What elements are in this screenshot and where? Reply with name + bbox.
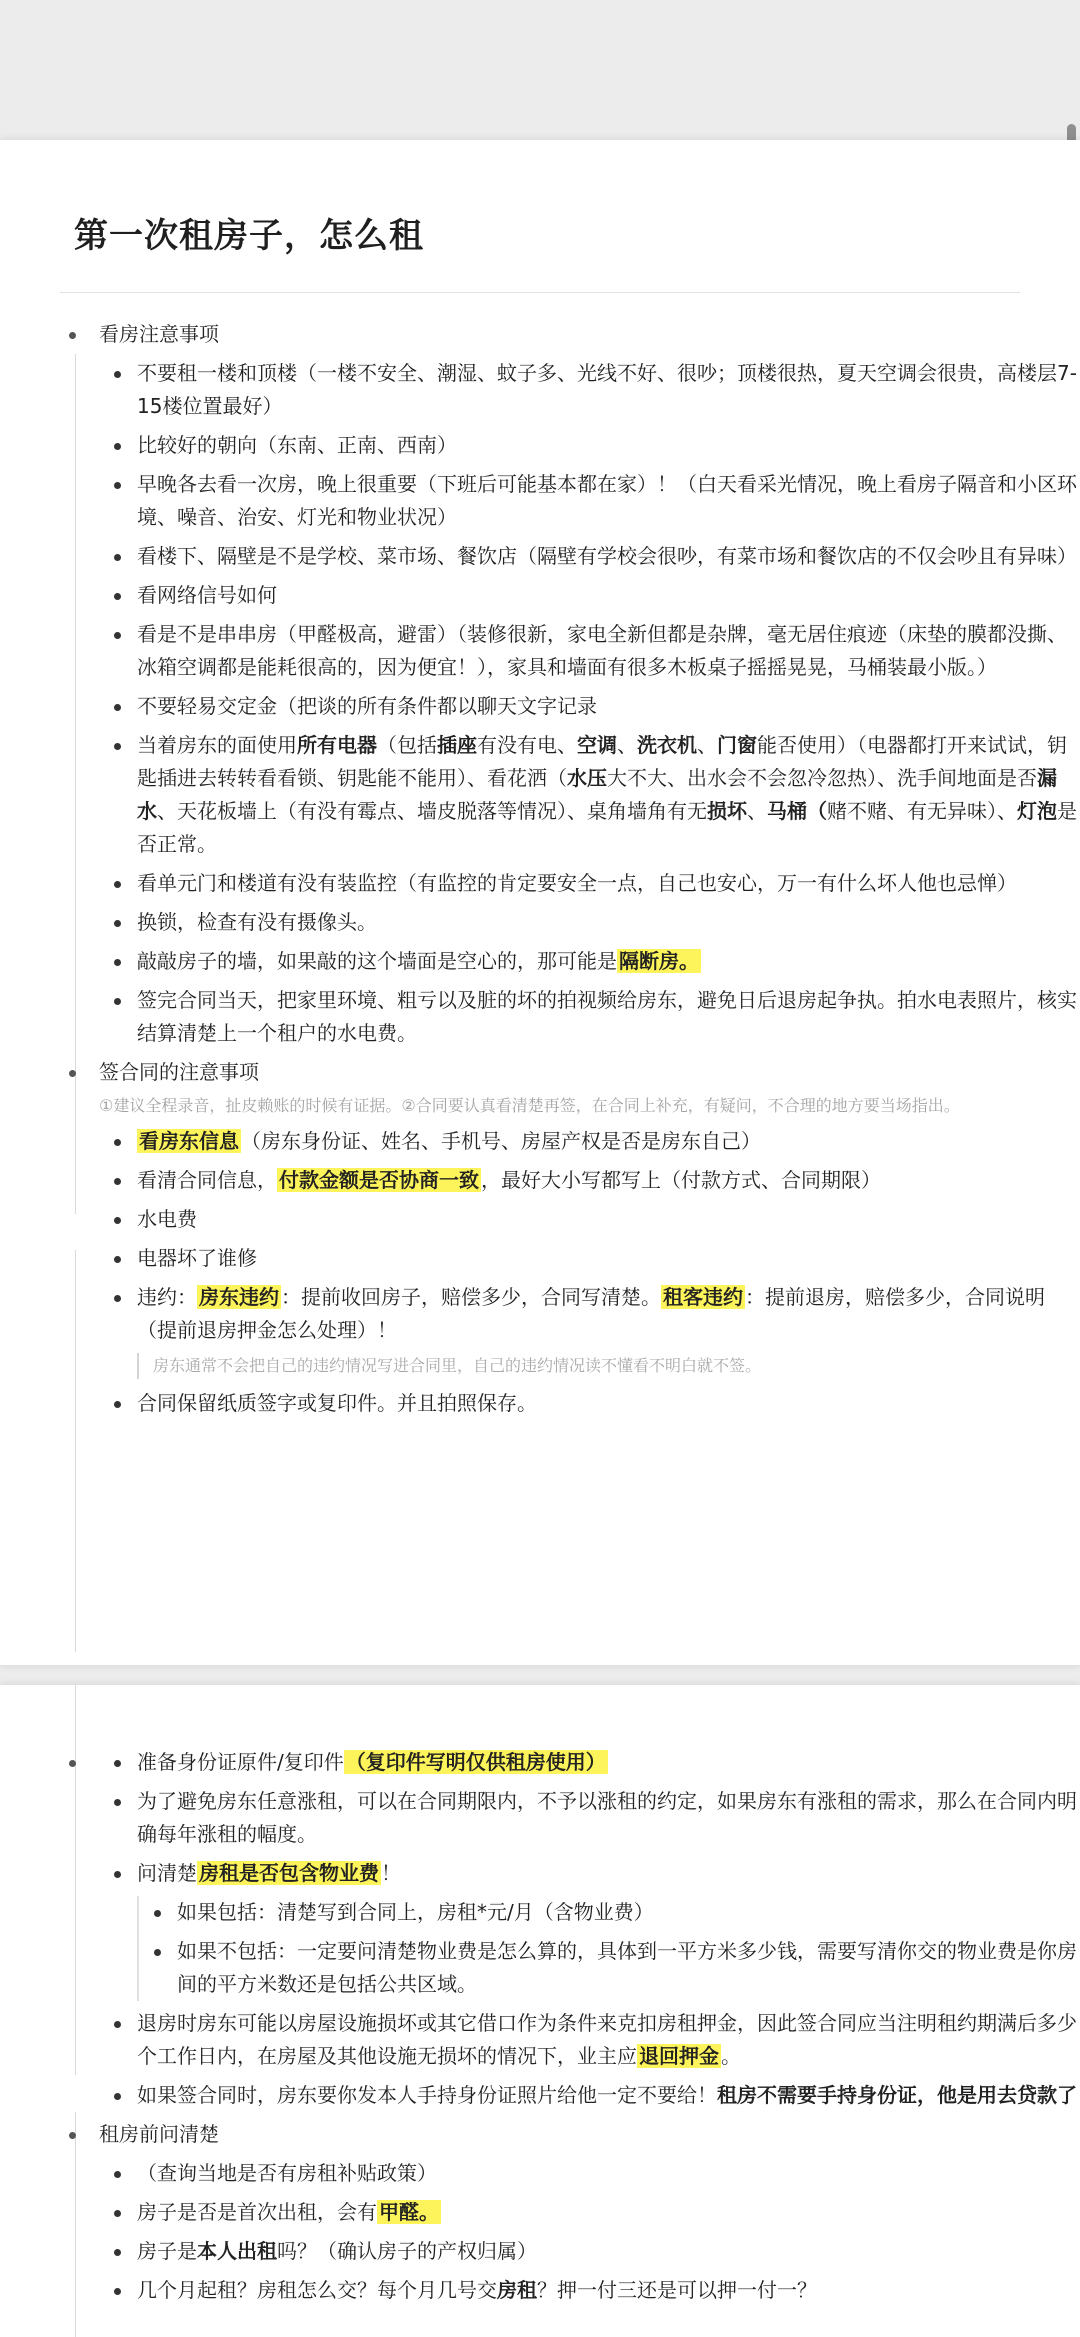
list-item[interactable]: 当着房东的面使用所有电器（包括插座有没有电、空调、洗衣机、门窗能否使用）（电器都打开来试试，钥匙插进去转转看看锁、钥匙能不能用）、看花洒（水压大不大、出水会不会忽冷忽热）、洗手间地面是否漏水、天花板墙上（有没有霉点、墙皮脱落等情况）、桌角墙角有无损坏、马桶（赌不赌、有无异味）、灯泡是否正常。 — [99, 729, 1080, 861]
page-title: 第一次租房子，怎么租 — [74, 216, 424, 256]
sub-list — [99, 2157, 1080, 2307]
list-item[interactable]: 合同保留纸质签字或复印件。并且拍照保存。 — [99, 1387, 1080, 1420]
list-item[interactable]: 几个月起租？房租怎么交？每个月几号交房租？押一付三还是可以押一付一？ — [99, 2274, 1080, 2307]
list-item[interactable]: 退房时房东可能以房屋设施损坏或其它借口作为条件来克扣房租押金，因此签合同应当注明租约期满后多少个工作日内，在房屋及其他设施无损坏的情况下，业主应 退回押金 。 — [99, 2007, 1080, 2073]
list-item[interactable]: 如果不包括：一定要问清楚物业费是怎么算的，具体到一平方米多少钱，需要写清你交的物业费是你房间的平方米数还是包括公共区域。 — [139, 1935, 1080, 2001]
highlight: 甲醛。 — [379, 2200, 439, 2224]
list-item[interactable]: 看清合同信息， 付款金额是否协商一致 ，最好大小写都写上（付款方式、合同期限） — [99, 1164, 1080, 1197]
list-item[interactable]: 换锁，检查有没有摄像头。 — [99, 906, 1080, 939]
outline-list — [0, 1746, 1080, 2307]
list-item[interactable]: 看楼下、隔壁是不是学校、菜市场、餐饮店（隔壁有学校会很吵，有菜市场和餐饮店的不仅会吵且有异味） — [99, 540, 1080, 573]
document-page-1 — [0, 140, 1080, 1665]
sub-sub-list — [137, 1896, 1080, 2001]
highlight: 付款金额是否协商一致 — [279, 1168, 479, 1192]
list-item[interactable]: 如果签合同时，房东要你发本人手持身份证照片给他一定不要给！租房不需要手持身份证，他是用去贷款了 — [99, 2079, 1080, 2112]
list-item[interactable]: 看是不是串串房（甲醛极高，避雷）（装修很新，家电全新但都是杂牌，毫无居住痕迹（床垫的膜都没撕、冰箱空调都是能耗很高的，因为便宜！），家具和墙面有很多木板桌子摇摇晃晃，马桶装最小版。） — [99, 618, 1080, 684]
highlight: 租客违约 — [663, 1285, 743, 1309]
title-divider — [60, 292, 1020, 293]
list-item[interactable]: 看房东信息 （房东身份证、姓名、手机号、房屋产权是否是房东自己） — [99, 1125, 1080, 1158]
list-item[interactable]: 房子是否是首次出租，会有 甲醛。 — [99, 2196, 1080, 2229]
quote-block: 房东通常不会把自己的违约情况写进合同里，自己的违约情况读不懂看不明白就不签。 — [137, 1353, 1080, 1379]
sub-list — [99, 1125, 1080, 1420]
list-item[interactable]: 不要租一楼和顶楼（一楼不安全、潮湿、蚊子多、光线不好、很吵；顶楼很热，夏天空调会很贵，高楼层7-15楼位置最好） — [99, 357, 1080, 423]
sub-list — [99, 357, 1080, 1050]
note-text: ①建议全程录音，扯皮赖账的时候有证据。②合同要认真看清楚再签，在合同上补充，有疑问，不合理的地方要当场指出。 — [99, 1096, 960, 1115]
list-item[interactable]: 不要轻易交定金（把谈的所有条件都以聊天文字记录 — [99, 690, 1080, 723]
section-heading: 租房前问清楚 — [99, 2122, 219, 2146]
list-item[interactable]: （查询当地是否有房租补贴政策） — [99, 2157, 1080, 2190]
list-item[interactable]: 房子是本人出租吗？（确认房子的产权归属） — [99, 2235, 1080, 2268]
outline-list — [0, 318, 1080, 1420]
list-item[interactable]: 看单元门和楼道有没有装监控（有监控的肯定要安全一点，自己也安心，万一有什么坏人他也忌惮） — [99, 867, 1080, 900]
list-item[interactable] — [0, 318, 1080, 1050]
section-heading: 看房注意事项 — [99, 322, 219, 346]
list-item[interactable] — [0, 2118, 1080, 2307]
list-item[interactable]: 签完合同当天，把家里环境、粗亏以及脏的坏的拍视频给房东，避免日后退房起争执。拍水电表照片，核实结算清楚上一个租户的水电费。 — [99, 984, 1080, 1050]
document-page-2 — [0, 1685, 1080, 2337]
list-item[interactable] — [0, 1056, 1080, 1420]
highlight: 房租是否包含物业费 — [199, 1861, 379, 1885]
list-item[interactable]: 比较好的朝向（东南、正南、西南） — [99, 429, 1080, 462]
sub-list — [99, 1746, 1080, 2112]
highlight: （复印件写明仅供租房使用） — [345, 1750, 606, 1774]
list-item[interactable]: 如果包括：清楚写到合同上，房租*元/月（含物业费） — [139, 1896, 1080, 1929]
section-heading: 签合同的注意事项 — [99, 1060, 259, 1084]
list-item — [0, 1746, 1080, 2112]
list-item[interactable]: 看网络信号如何 — [99, 579, 1080, 612]
list-item[interactable]: 水电费 — [99, 1203, 1080, 1236]
list-item[interactable]: 早晚各去看一次房，晚上很重要（下班后可能基本都在家）！（白天看采光情况，晚上看房子隔音和小区环境、噪音、治安、灯光和物业状况） — [99, 468, 1080, 534]
content-area — [0, 1740, 1080, 2313]
highlight: 看房东信息 — [139, 1129, 239, 1153]
list-item[interactable]: 为了避免房东任意涨租，可以在合同期限内，不予以涨租的约定，如果房东有涨租的需求，那么在合同内明确每年涨租的幅度。 — [99, 1785, 1080, 1851]
highlight: 退回押金 — [639, 2044, 719, 2068]
list-item[interactable]: 问清楚 房租是否包含物业费 ！ 如果包括：清楚写到合同上，房租*元/月（含物业费） 如果不包括：一定要问清楚物业费是怎么算的，具体到一平方米多少钱，需要写清你交的物业费是你房间的平方米数还是包括公共区域。 — [99, 1857, 1080, 2001]
list-item[interactable]: 电器坏了谁修 — [99, 1242, 1080, 1275]
content-area — [0, 318, 1080, 1426]
highlight: 隔断房。 — [619, 949, 699, 973]
list-item[interactable]: 敲敲房子的墙，如果敲的这个墙面是空心的，那可能是 隔断房。 — [99, 945, 1080, 978]
list-item[interactable]: 违约： 房东违约 ：提前收回房子，赔偿多少，合同写清楚。 租客违约 ：提前退房，赔偿多少，合同说明（提前退房押金怎么处理）！ 房东通常不会把自己的违约情况写进合同里，自己的违约情况读不懂看不明白就不签。 — [99, 1281, 1080, 1379]
list-item[interactable]: 准备身份证原件/复印件 （复印件写明仅供租房使用） — [99, 1746, 1080, 1779]
highlight: 房东违约 — [199, 1285, 279, 1309]
